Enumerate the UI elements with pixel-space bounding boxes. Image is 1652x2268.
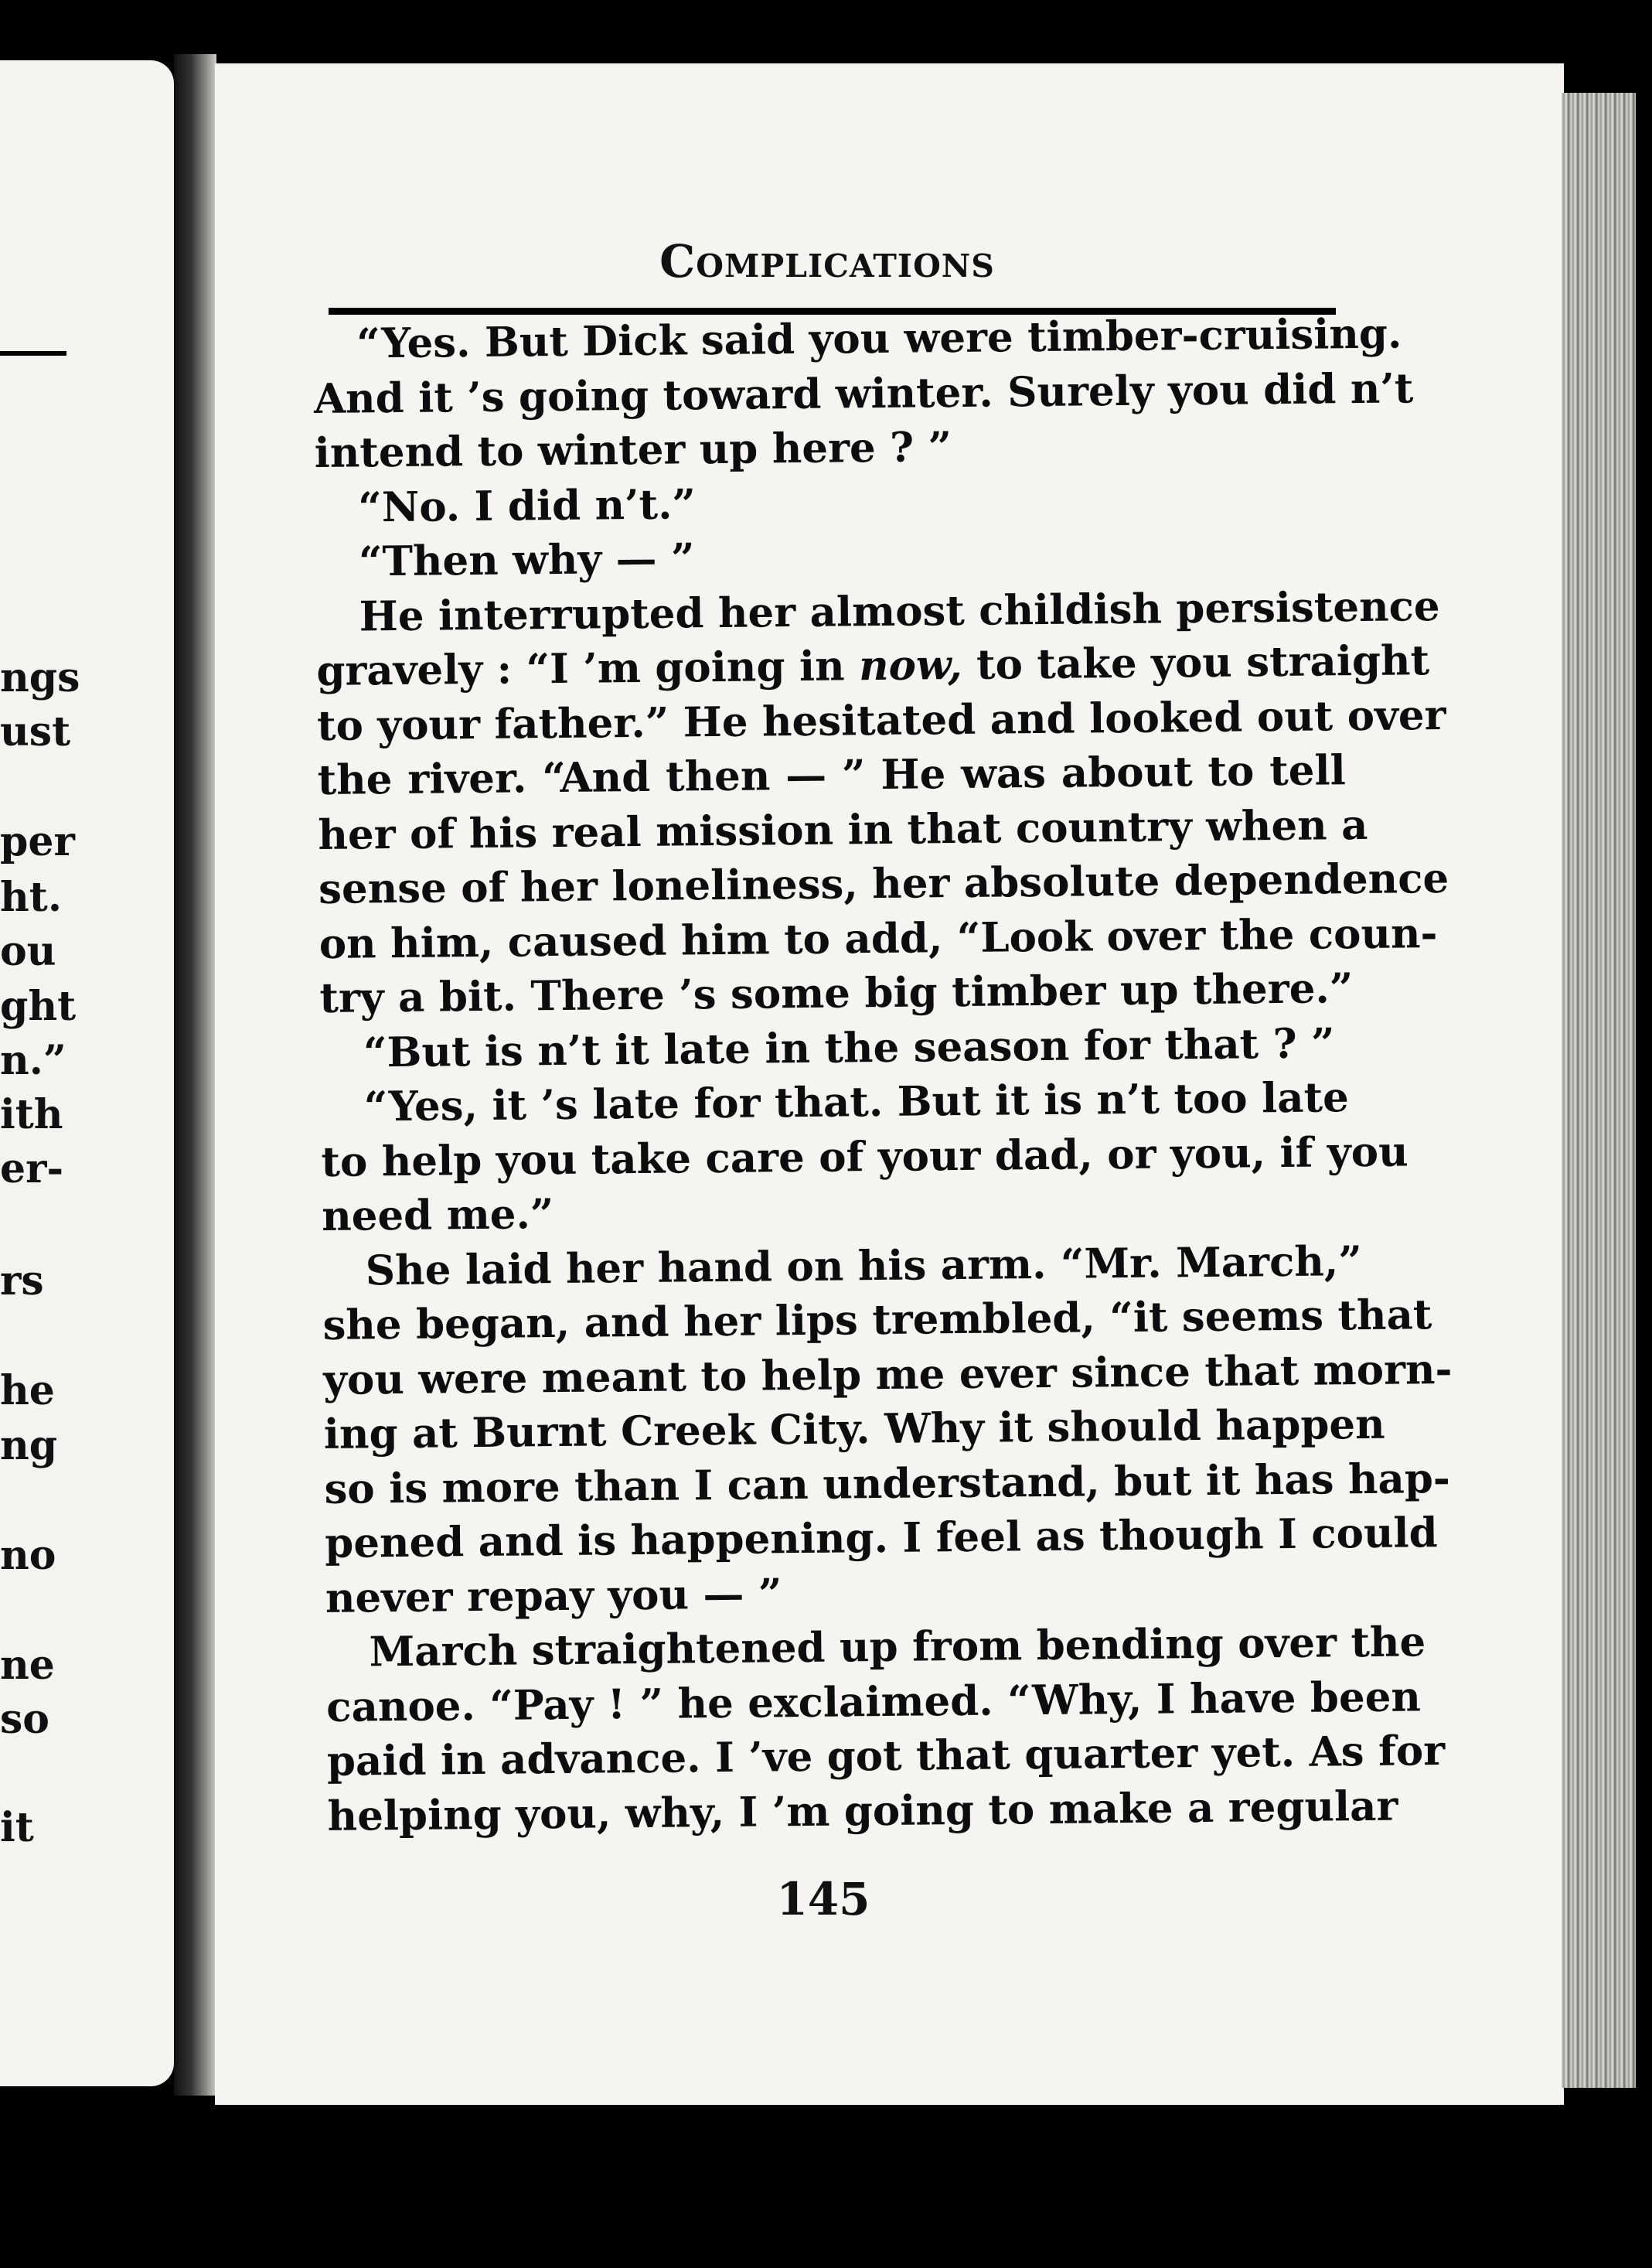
text-line: never repay you — ”: [325, 1569, 782, 1622]
left-page-fragment: ht.: [0, 874, 62, 921]
left-page-fragment: ngs: [0, 654, 80, 701]
text-line: so is more than I can understand, but it has hap-: [324, 1454, 1451, 1513]
body-text: [313, 307, 1453, 1843]
left-facing-page: [0, 60, 174, 2086]
left-page-fragment: he: [0, 1367, 55, 1414]
left-page-fragment: no: [0, 1532, 56, 1579]
left-page-fragment: rs: [0, 1257, 44, 1305]
text-line: try a bit. There ’s some big timber up there.”: [319, 964, 1354, 1022]
text-line: you were meant to help me ever since that morn-: [322, 1345, 1453, 1404]
text-line: need me.”: [321, 1190, 554, 1240]
text-line: “Then why — ”: [358, 534, 695, 586]
left-page-header-rule: [0, 351, 66, 356]
text-line: And it ’s going toward winter. Surely you did n’t: [313, 363, 1414, 423]
left-page-fragment: ght: [0, 983, 77, 1030]
text-line: intend to winter up here ? ”: [314, 423, 952, 477]
left-page-fragment: er-: [0, 1145, 64, 1192]
left-page-fragment: n.”: [0, 1037, 66, 1084]
text-line: March straightened up from bending over the: [369, 1618, 1426, 1676]
text-line: She laid her hand on his arm. “Mr. March,”: [365, 1236, 1363, 1294]
text-line: helping you, why, I ’m going to make a regular: [327, 1782, 1398, 1840]
left-page-fragment: ou: [0, 928, 56, 975]
text-line: paid in advance. I ’ve got that quarter yet. As for: [326, 1727, 1446, 1785]
left-page-fragment: ith: [0, 1091, 63, 1138]
book-gutter: [174, 54, 216, 2096]
running-header: Complications: [659, 235, 995, 288]
text-line: her of his real mission in that country when a: [318, 800, 1368, 859]
text-run: gravely : “I ’m going in: [316, 642, 860, 695]
text-line: on him, caused him to add, “Look over the coun-: [318, 909, 1438, 968]
text-line: ing at Burnt Creek City. Why it should happen: [323, 1400, 1385, 1458]
left-page-fragment: ust: [0, 708, 71, 755]
text-line: the river. “And then — ” He was about to tell: [317, 746, 1346, 804]
left-page-fragment: so: [0, 1696, 49, 1743]
text-line: pened and is happening. I feel as though I could: [324, 1509, 1438, 1567]
text-line: sense of her loneliness, her absolute dependence: [318, 854, 1449, 913]
text-line: He interrupted her almost childish persistence: [359, 581, 1440, 640]
text-line: [316, 634, 1430, 698]
left-page-fragment: it: [0, 1804, 34, 1851]
text-line: “But is n’t it late in the season for that ? ”: [363, 1018, 1335, 1076]
text-run: to take you straight: [962, 636, 1430, 689]
italic-word: now,: [858, 640, 962, 691]
text-line: “Yes. But Dick said you were timber-cruising.: [356, 309, 1402, 368]
text-line: she began, and her lips trembled, “it seems that: [322, 1291, 1432, 1349]
left-page-fragment: ng: [0, 1422, 58, 1469]
text-line: “No. I did n’t.”: [358, 479, 697, 531]
left-page-fragment: ne: [0, 1642, 55, 1689]
page-edges: [1562, 93, 1636, 2088]
text-line: to your father.” He hesitated and looked out over: [316, 691, 1446, 750]
text-line: “Yes, it ’s late for that. But it is n’t too late: [363, 1073, 1350, 1131]
text-line: to help you take care of your dad, or you, if you: [321, 1127, 1408, 1186]
page-number: 145: [776, 1873, 870, 1925]
text-line: canoe. “Pay ! ” he exclaimed. “Why, I have been: [325, 1672, 1422, 1731]
left-page-fragment: per: [0, 818, 75, 865]
